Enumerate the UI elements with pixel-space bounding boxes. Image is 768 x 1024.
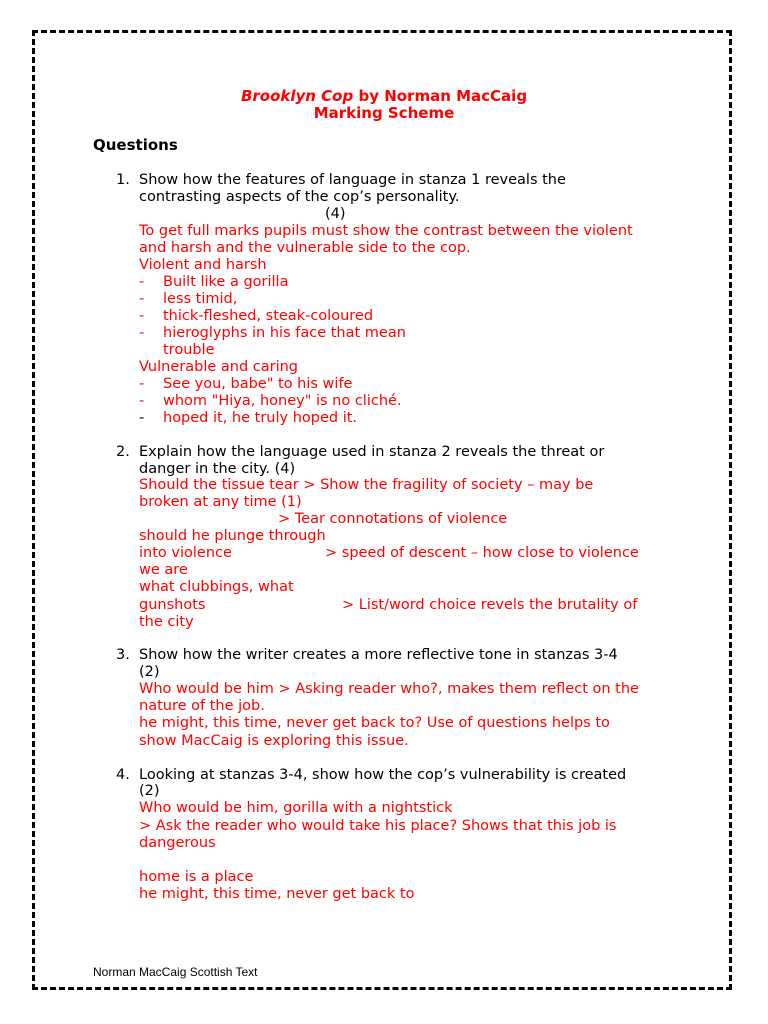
list-dash: - bbox=[139, 274, 145, 290]
q1-number: 1. bbox=[116, 172, 130, 188]
questions-heading: Questions bbox=[93, 136, 178, 154]
q2-answer-line: broken at any time (1) bbox=[139, 494, 302, 510]
q4-answer-line: Who would be him, gorilla with a nightstick bbox=[139, 800, 453, 816]
q1-marks: (4) bbox=[325, 206, 346, 222]
document-title bbox=[0, 87, 768, 105]
page-footer: Norman MacCaig Scottish Text bbox=[93, 965, 258, 979]
q1-vulnerable-item: See you, babe" to his wife bbox=[163, 376, 353, 392]
q1-violent-item: less timid, bbox=[163, 291, 238, 307]
list-dash: - bbox=[139, 376, 145, 392]
q2-quote: what clubbings, what bbox=[139, 579, 294, 595]
q4-question-line2: (2) bbox=[139, 783, 160, 799]
q2-quote: gunshots bbox=[139, 597, 206, 613]
list-dash: - bbox=[139, 308, 145, 324]
list-dash: - bbox=[139, 325, 145, 341]
q4-answer-line: > Ask the reader who would take his place? Shows that this job is bbox=[139, 818, 617, 834]
q2-number: 2. bbox=[116, 444, 130, 460]
q1-question-line2: contrasting aspects of the cop’s personality. bbox=[139, 189, 460, 205]
q4-answer-line: he might, this time, never get back to bbox=[139, 886, 415, 902]
q2-quote: into violence bbox=[139, 545, 232, 561]
document-subtitle: Marking Scheme bbox=[313, 104, 455, 122]
q4-answer-line: dangerous bbox=[139, 835, 216, 851]
q2-analysis: > List/word choice revels the brutality of bbox=[342, 597, 638, 613]
list-dash: - bbox=[139, 393, 145, 409]
q1-violent-item: trouble bbox=[163, 342, 215, 358]
q1-vulnerable-item: hoped it, he truly hoped it. bbox=[163, 410, 358, 426]
q3-answer-line: he might, this time, never get back to? Use of questions helps to bbox=[139, 715, 610, 731]
q1-vulnerable-item: whom "Hiya, honey" is no cliché. bbox=[163, 393, 402, 409]
q2-answer-line: > Tear connotations of violence bbox=[278, 511, 508, 527]
q3-answer-line: Who would be him > Asking reader who?, makes them reflect on the bbox=[139, 681, 639, 697]
q2-analysis: the city bbox=[139, 614, 194, 630]
q2-analysis: we are bbox=[139, 562, 188, 578]
q3-number: 3. bbox=[116, 647, 130, 663]
q1-answer-line2: and harsh and the vulnerable side to the cop. bbox=[139, 240, 471, 256]
q3-answer-line: show MacCaig is exploring this issue. bbox=[139, 733, 409, 749]
q1-violent-item: Built like a gorilla bbox=[163, 274, 289, 290]
list-dash: - bbox=[139, 291, 145, 307]
q1-violent-item: hieroglyphs in his face that mean bbox=[163, 325, 406, 341]
q3-question-line1: Show how the writer creates a more reflective tone in stanzas 3-4 bbox=[139, 647, 618, 663]
q2-question-line2: danger in the city. (4) bbox=[139, 461, 296, 477]
author-byline: by Norman MacCaig bbox=[353, 87, 528, 105]
q2-analysis: > speed of descent – how close to violence bbox=[325, 545, 639, 561]
q2-question-line1: Explain how the language used in stanza 2 reveals the threat or bbox=[139, 444, 605, 460]
q4-number: 4. bbox=[116, 767, 130, 783]
q3-answer-line: nature of the job. bbox=[139, 698, 265, 714]
q3-question-line2: (2) bbox=[139, 664, 160, 680]
q1-answer-line1: To get full marks pupils must show the contrast between the violent bbox=[139, 223, 633, 239]
q1-violent-heading: Violent and harsh bbox=[139, 257, 267, 273]
q1-vulnerable-heading: Vulnerable and caring bbox=[139, 359, 299, 375]
q4-question-line1: Looking at stanzas 3-4, show how the cop’s vulnerability is created bbox=[139, 767, 627, 783]
q2-answer-line: Should the tissue tear > Show the fragility of society – may be bbox=[139, 477, 594, 493]
q2-quote: should he plunge through bbox=[139, 528, 326, 544]
q4-answer-line: home is a place bbox=[139, 869, 254, 885]
q1-violent-item: thick-fleshed, steak-coloured bbox=[163, 308, 374, 324]
poem-title: Brooklyn Cop bbox=[240, 87, 354, 105]
list-dash: - bbox=[139, 410, 145, 426]
q1-question-line1: Show how the features of language in stanza 1 reveals the bbox=[139, 172, 566, 188]
